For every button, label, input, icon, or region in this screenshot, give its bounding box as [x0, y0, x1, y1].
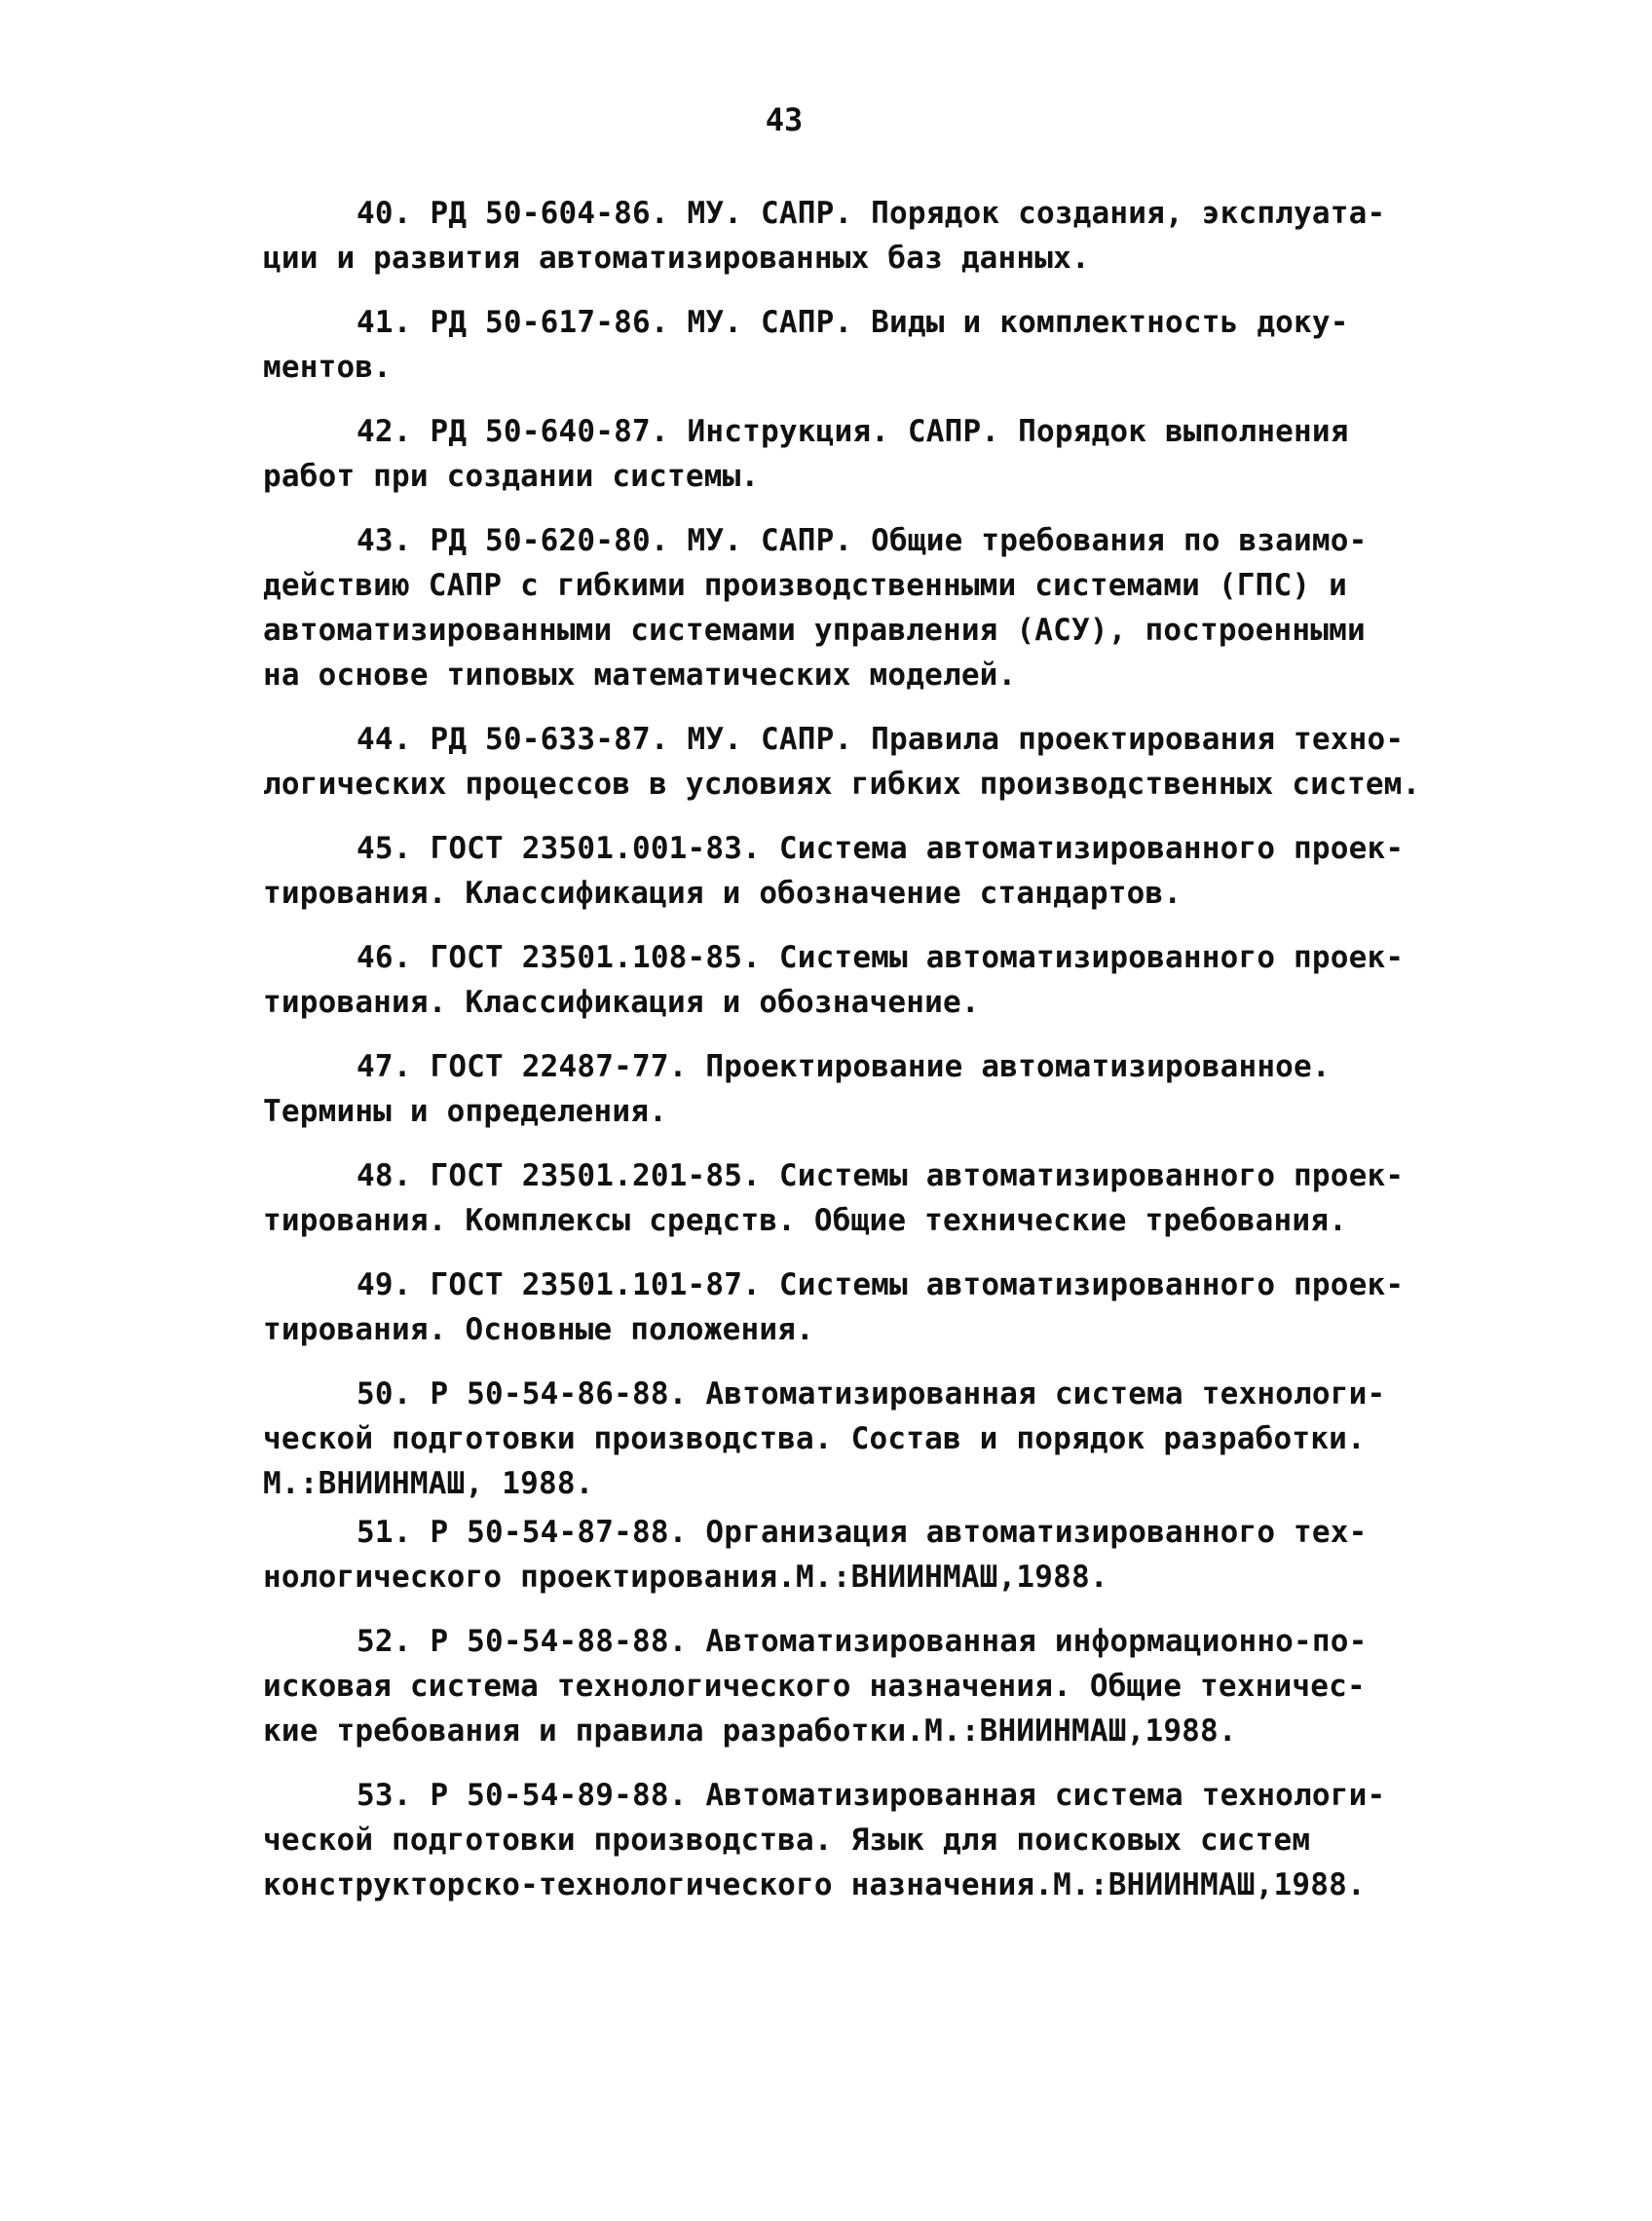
reference-line: 47. ГОСТ 22487-77. Проектирование автоматизированное.: [357, 1049, 1331, 1084]
reference-line: действию САПР с гибкими производственными системами (ГПС) и: [263, 568, 1347, 603]
page-number: 43: [765, 101, 804, 138]
reference-item: [263, 1044, 1490, 1134]
reference-line: 53. Р 50-54-89-88. Автоматизированная система технологи-: [357, 1778, 1386, 1813]
reference-line: 40. РД 50-604-86. МУ. САПР. Порядок создания, эксплуата-: [357, 196, 1386, 231]
reference-line: Термины и определения.: [263, 1094, 667, 1129]
reference-line: 52. Р 50-54-88-88. Автоматизированная информационно-по-: [357, 1624, 1368, 1659]
reference-list: [263, 191, 1490, 1927]
reference-line: тирования. Классификация и обозначение.: [263, 985, 980, 1020]
reference-line: 49. ГОСТ 23501.101-87. Системы автоматизированного проек-: [357, 1267, 1405, 1302]
reference-line: 50. Р 50-54-86-88. Автоматизированная система технологи-: [357, 1376, 1386, 1412]
reference-item: [263, 1372, 1490, 1506]
reference-item: [263, 1262, 1490, 1352]
reference-line: 42. РД 50-640-87. Инструкция. САПР. Порядок выполнения: [357, 414, 1349, 449]
reference-item: [263, 518, 1490, 697]
reference-line: 45. ГОСТ 23501.001-83. Система автоматизированного проек-: [357, 831, 1405, 866]
reference-item: [263, 409, 1490, 499]
reference-line: логических процессов в условиях гибких производственных систем.: [263, 767, 1421, 802]
reference-item: [263, 1773, 1490, 1907]
reference-line: конструкторско-технологического назначения.М.:ВНИИНМАШ,1988.: [263, 1867, 1366, 1902]
reference-line: ческой подготовки производства. Состав и порядок разработки.: [263, 1421, 1366, 1456]
reference-line: тирования. Классификация и обозначение стандартов.: [263, 876, 1183, 911]
reference-line: на основе типовых математических моделей.: [263, 658, 1017, 693]
reference-line: автоматизированными системами управления (АСУ), построенными: [263, 613, 1366, 648]
reference-item: [263, 300, 1490, 390]
reference-line: ческой подготовки производства. Язык для поисковых систем: [263, 1823, 1311, 1858]
reference-line: тирования. Комплексы средств. Общие технические требования.: [263, 1203, 1347, 1238]
reference-line: 44. РД 50-633-87. МУ. САПР. Правила проектирования техно-: [357, 722, 1405, 757]
reference-line: 48. ГОСТ 23501.201-85. Системы автоматизированного проек-: [357, 1158, 1405, 1193]
reference-line: нологического проектирования.М.:ВНИИНМАШ,1988.: [263, 1560, 1108, 1595]
reference-line: М.:ВНИИНМАШ, 1988.: [263, 1466, 594, 1501]
reference-item: [263, 935, 1490, 1025]
reference-line: работ при создании системы.: [263, 459, 760, 494]
reference-item: [263, 717, 1490, 807]
reference-item: [263, 1510, 1490, 1600]
reference-line: 46. ГОСТ 23501.108-85. Системы автоматизированного проек-: [357, 940, 1405, 975]
reference-line: ментов.: [263, 350, 393, 385]
reference-line: 43. РД 50-620-80. МУ. САПР. Общие требования по взаимо-: [357, 523, 1368, 558]
reference-line: ции и развития автоматизированных баз данных.: [263, 241, 1090, 276]
reference-line: 51. Р 50-54-87-88. Организация автоматизированного тех-: [357, 1515, 1368, 1550]
reference-item: [263, 1619, 1490, 1753]
reference-line: исковая система технологического назначения. Общие техничес-: [263, 1669, 1366, 1704]
reference-item: [263, 1153, 1490, 1243]
reference-line: 41. РД 50-617-86. МУ. САПР. Виды и комплектность доку-: [357, 305, 1349, 340]
reference-item: [263, 191, 1490, 281]
reference-line: тирования. Основные положения.: [263, 1312, 814, 1347]
reference-line: кие требования и правила разработки.М.:ВНИИНМАШ,1988.: [263, 1713, 1237, 1749]
reference-item: [263, 826, 1490, 916]
